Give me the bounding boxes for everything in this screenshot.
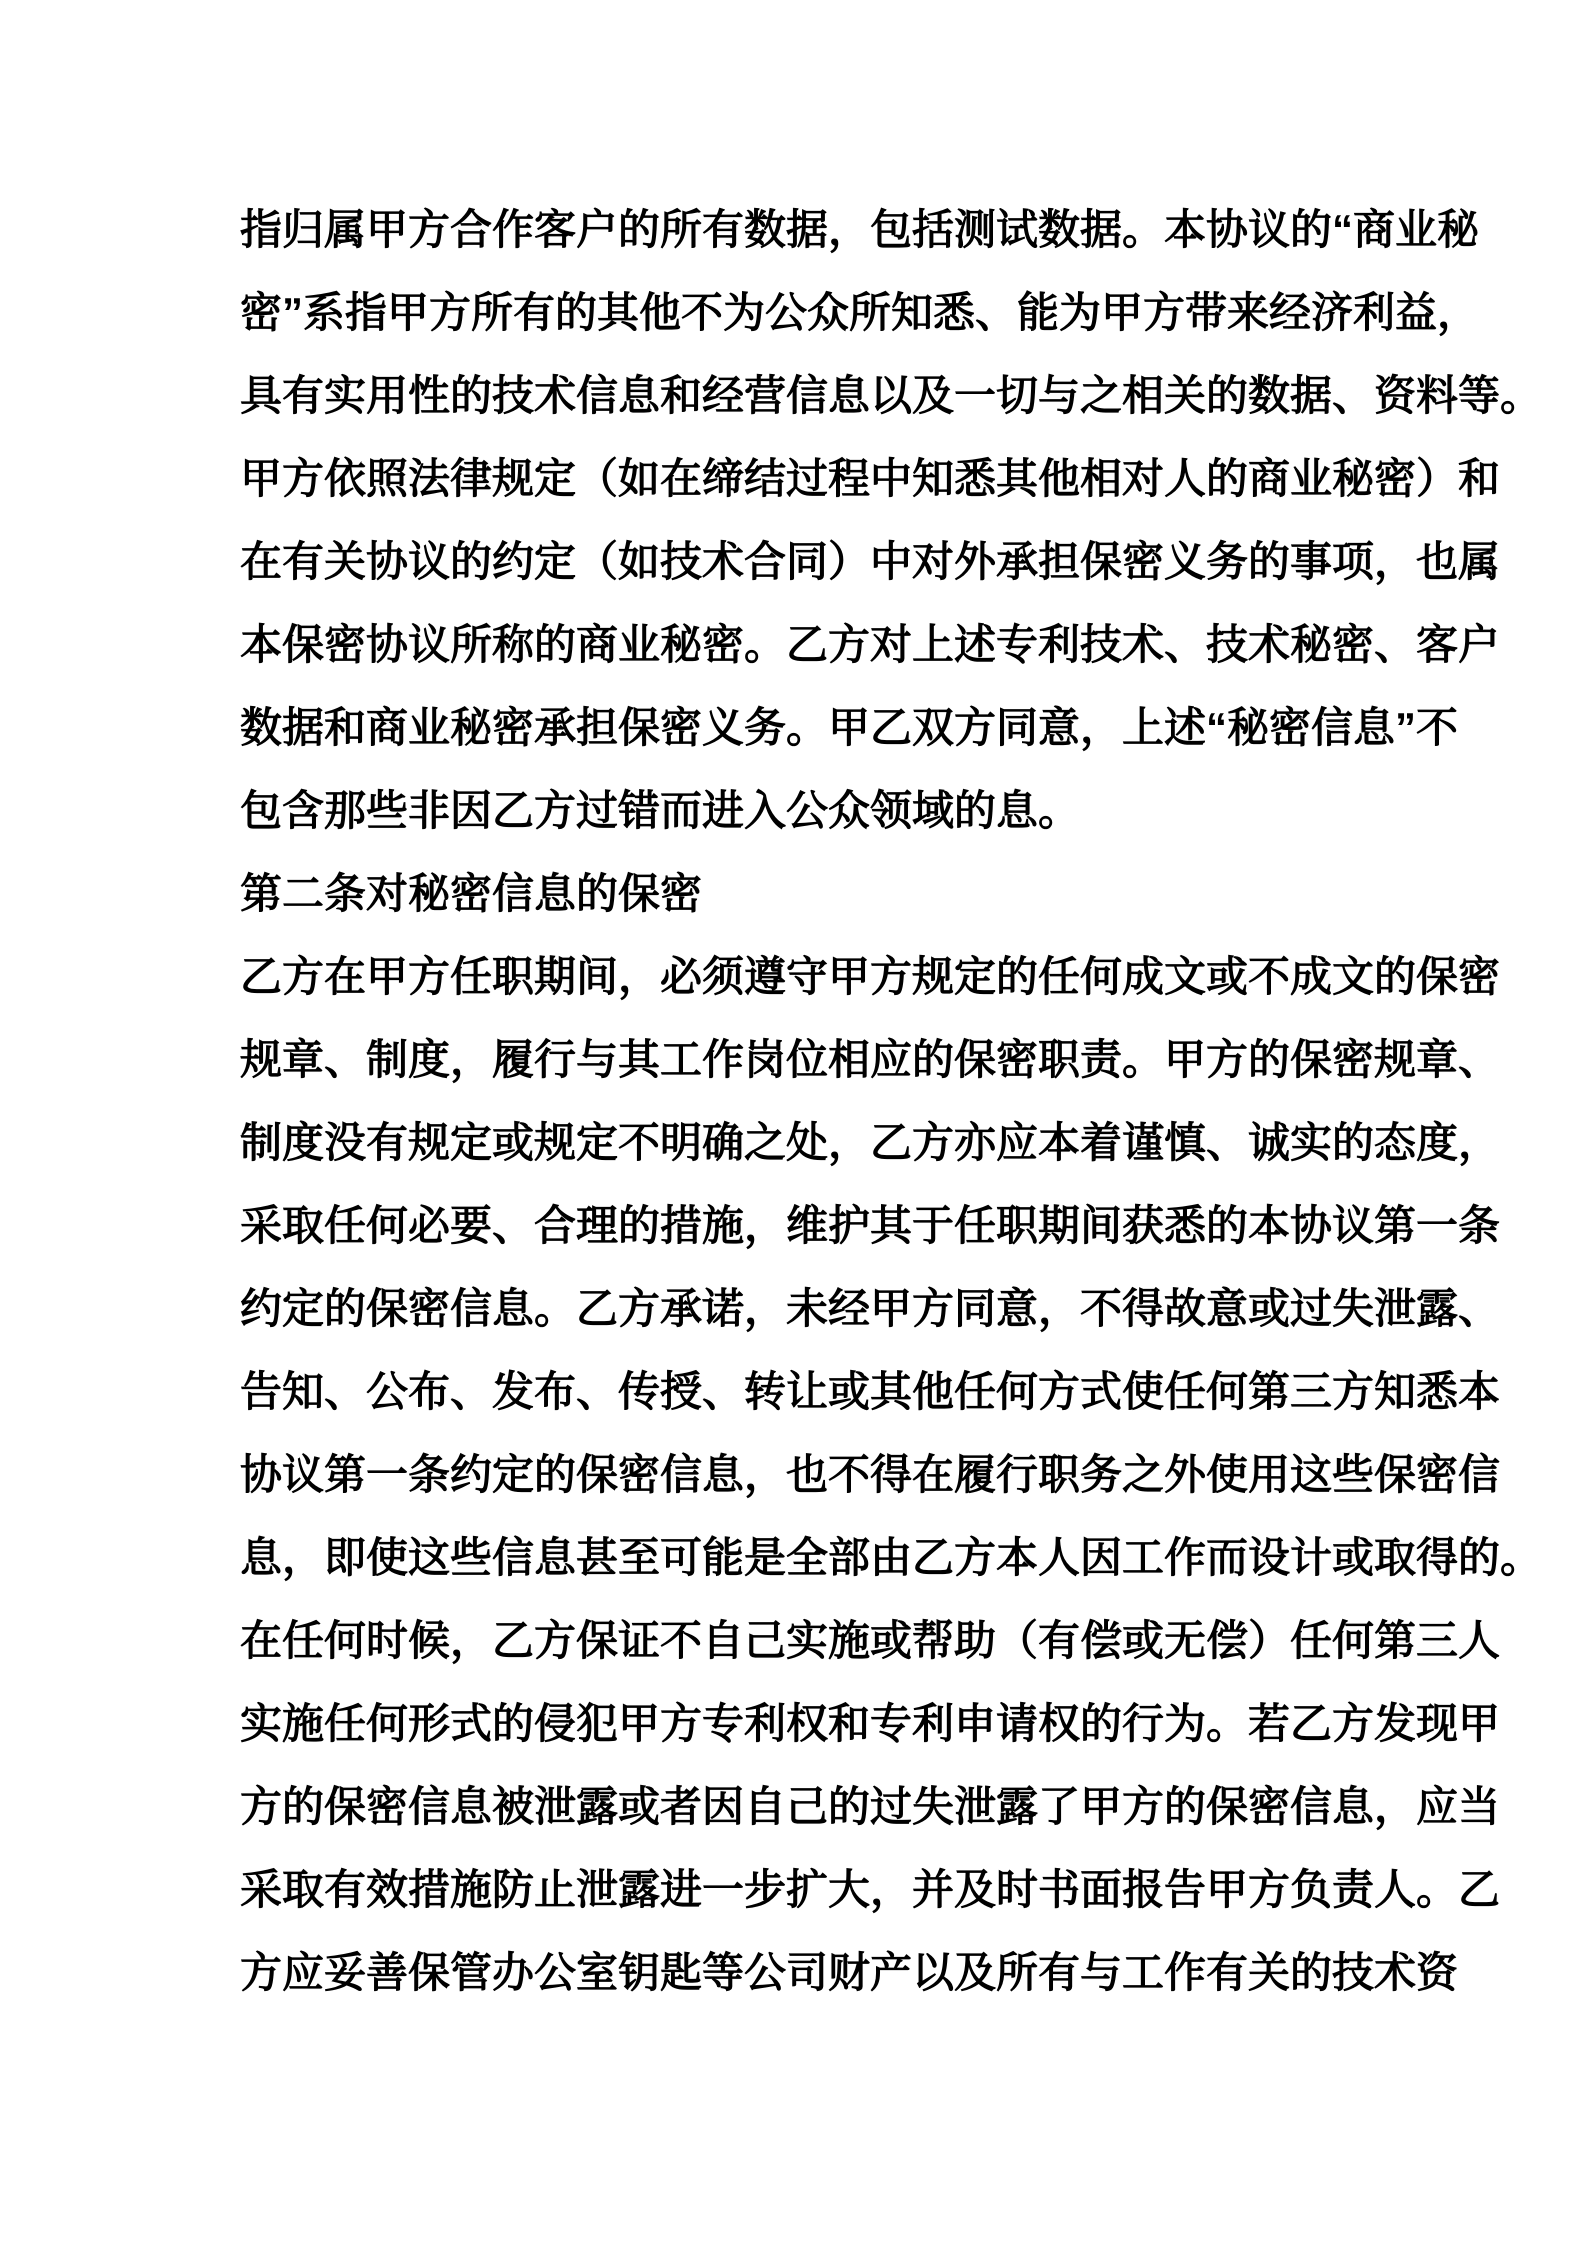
section-heading: 第二条对秘密信息的保密 <box>240 870 703 917</box>
text-line: 在有关协议的约定（如技术合同）中对外承担保密义务的事项，也属 <box>240 538 1501 585</box>
text-line: 本保密协议所称的商业秘密。乙方对上述专利技术、技术秘密、客户 <box>240 621 1501 668</box>
text-line: 数据和商业秘密承担保密义务。甲乙双方同意，上述“秘密信息”不 <box>240 704 1459 751</box>
text-line: 采取有效措施防止泄露进一步扩大，并及时书面报告甲方负责人。乙 <box>240 1866 1501 1913</box>
text-line: 制度没有规定或规定不明确之处，乙方亦应本着谨慎、诚实的态度， <box>240 1119 1501 1166</box>
text-line: 息，即使这些信息甚至可能是全部由乙方本人因工作而设计或取得的。 <box>240 1534 1543 1581</box>
text-line: 采取任何必要、合理的措施，维护其于任职期间获悉的本协议第一条 <box>240 1202 1501 1249</box>
text-line: 告知、公布、发布、传授、转让或其他任何方式使任何第三方知悉本 <box>240 1368 1501 1415</box>
text-line: 规章、制度，履行与其工作岗位相应的保密职责。甲方的保密规章、 <box>240 1036 1501 1083</box>
contract-text-block <box>240 188 1543 2014</box>
text-line: 具有实用性的技术信息和经营信息以及一切与之相关的数据、资料等。 <box>240 372 1543 419</box>
text-line: 协议第一条约定的保密信息，也不得在履行职务之外使用这些保密信 <box>240 1451 1501 1498</box>
text-line: 甲方依照法律规定（如在缔结过程中知悉其他相对人的商业秘密）和 <box>240 455 1501 502</box>
text-line: 实施任何形式的侵犯甲方专利权和专利申请权的行为。若乙方发现甲 <box>240 1700 1501 1747</box>
text-line: 乙方在甲方任职期间，必须遵守甲方规定的任何成文或不成文的保密 <box>240 953 1501 1000</box>
text-line: 包含那些非因乙方过错而进入公众领域的息。 <box>240 787 1081 834</box>
text-line: 在任何时候，乙方保证不自己实施或帮助（有偿或无偿）任何第三人 <box>240 1617 1501 1664</box>
text-line: 指归属甲方合作客户的所有数据，包括测试数据。本协议的“商业秘 <box>240 206 1480 253</box>
text-line: 约定的保密信息。乙方承诺，未经甲方同意，不得故意或过失泄露、 <box>240 1285 1501 1332</box>
text-line: 方的保密信息被泄露或者因自己的过失泄露了甲方的保密信息，应当 <box>240 1783 1501 1830</box>
text-line: 方应妥善保管办公室钥匙等公司财产以及所有与工作有关的技术资 <box>240 1949 1459 1996</box>
text-line: 密”系指甲方所有的其他不为公众所知悉、能为甲方带来经济利益， <box>240 289 1480 336</box>
